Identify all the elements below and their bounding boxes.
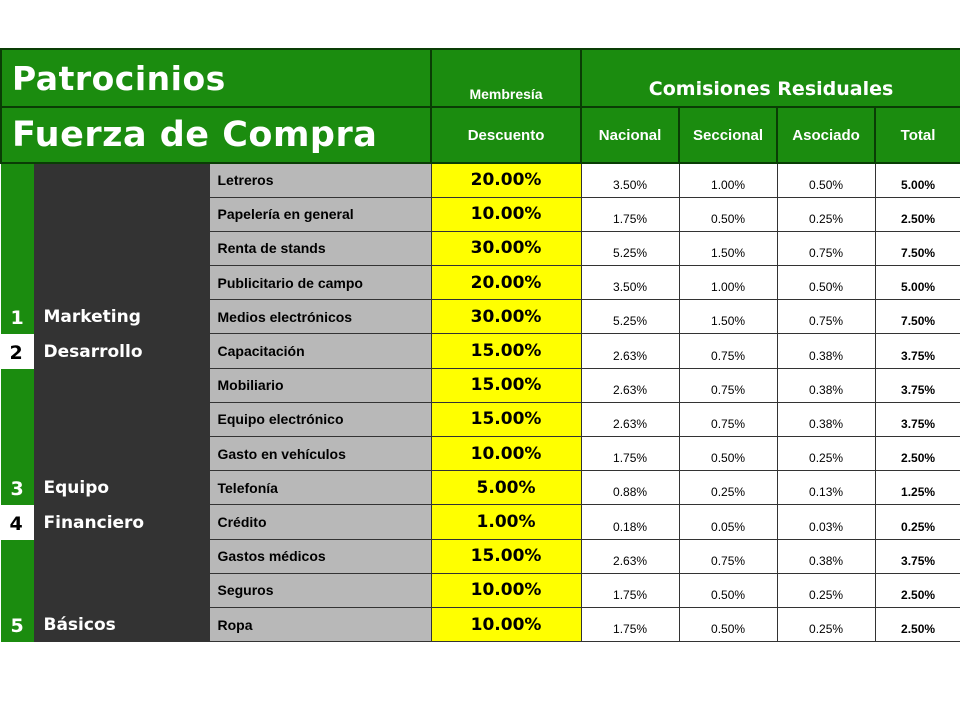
descuento-value: 5.00% (431, 471, 581, 505)
asociado-value: 0.03% (777, 505, 875, 539)
nacional-value: 1.75% (581, 197, 679, 231)
descuento-value: 15.00% (431, 368, 581, 402)
nacional-value: 2.63% (581, 402, 679, 436)
nacional-value: 5.25% (581, 231, 679, 265)
category-name: Financiero (33, 505, 209, 539)
descuento-value: 15.00% (431, 539, 581, 573)
nacional-value: 1.75% (581, 573, 679, 607)
descuento-value: 1.00% (431, 505, 581, 539)
nacional-value: 2.63% (581, 334, 679, 368)
total-value: 2.50% (875, 573, 960, 607)
seccional-value: 1.50% (679, 300, 777, 334)
nacional-value: 3.50% (581, 266, 679, 300)
seccional-value: 0.75% (679, 368, 777, 402)
sponsorship-table-container (0, 48, 960, 642)
seccional-value: 0.50% (679, 197, 777, 231)
header-comisiones-residuales: Comisiones Residuales (581, 49, 960, 107)
item-name: Papelería en general (209, 197, 431, 231)
category-number: 1 (1, 163, 33, 334)
descuento-value: 15.00% (431, 334, 581, 368)
item-name: Capacitación (209, 334, 431, 368)
category-number: 5 (1, 539, 33, 642)
seccional-value: 1.50% (679, 231, 777, 265)
asociado-value: 0.75% (777, 231, 875, 265)
total-value: 7.50% (875, 231, 960, 265)
total-value: 2.50% (875, 437, 960, 471)
total-value: 5.00% (875, 163, 960, 197)
item-name: Publicitario de campo (209, 266, 431, 300)
item-name: Gasto en vehículos (209, 437, 431, 471)
total-value: 3.75% (875, 539, 960, 573)
total-value: 5.00% (875, 266, 960, 300)
category-number: 2 (1, 334, 33, 368)
header-total: Total (875, 107, 960, 163)
seccional-value: 0.25% (679, 471, 777, 505)
descuento-value: 20.00% (431, 266, 581, 300)
asociado-value: 0.25% (777, 573, 875, 607)
total-value: 0.25% (875, 505, 960, 539)
header-descuento: Descuento (431, 107, 581, 163)
nacional-value: 5.25% (581, 300, 679, 334)
title-fuerza-de-compra: Fuerza de Compra (1, 107, 431, 163)
descuento-value: 15.00% (431, 402, 581, 436)
header-membresia: Membresía (431, 49, 581, 107)
nacional-value: 1.75% (581, 607, 679, 641)
descuento-value: 30.00% (431, 300, 581, 334)
header-nacional: Nacional (581, 107, 679, 163)
nacional-value: 2.63% (581, 539, 679, 573)
seccional-value: 0.50% (679, 573, 777, 607)
total-value: 3.75% (875, 368, 960, 402)
item-name: Seguros (209, 573, 431, 607)
item-name: Crédito (209, 505, 431, 539)
asociado-value: 0.13% (777, 471, 875, 505)
asociado-value: 0.50% (777, 266, 875, 300)
seccional-value: 0.75% (679, 539, 777, 573)
asociado-value: 0.25% (777, 607, 875, 641)
descuento-value: 10.00% (431, 607, 581, 641)
asociado-value: 0.38% (777, 334, 875, 368)
descuento-value: 10.00% (431, 437, 581, 471)
total-value: 1.25% (875, 471, 960, 505)
item-name: Equipo electrónico (209, 402, 431, 436)
descuento-value: 30.00% (431, 231, 581, 265)
total-value: 3.75% (875, 402, 960, 436)
table-body (1, 49, 960, 642)
header-row-2 (1, 107, 960, 163)
seccional-value: 1.00% (679, 163, 777, 197)
table-row (1, 368, 960, 402)
asociado-value: 0.25% (777, 437, 875, 471)
seccional-value: 0.50% (679, 437, 777, 471)
nacional-value: 2.63% (581, 368, 679, 402)
header-seccional: Seccional (679, 107, 777, 163)
category-name: Equipo (33, 368, 209, 505)
descuento-value: 20.00% (431, 163, 581, 197)
total-value: 3.75% (875, 334, 960, 368)
item-name: Renta de stands (209, 231, 431, 265)
category-number: 4 (1, 505, 33, 539)
nacional-value: 3.50% (581, 163, 679, 197)
asociado-value: 0.38% (777, 402, 875, 436)
item-name: Telefonía (209, 471, 431, 505)
seccional-value: 0.05% (679, 505, 777, 539)
asociado-value: 0.25% (777, 197, 875, 231)
seccional-value: 0.75% (679, 334, 777, 368)
sponsorship-table (0, 48, 960, 642)
seccional-value: 1.00% (679, 266, 777, 300)
item-name: Letreros (209, 163, 431, 197)
total-value: 7.50% (875, 300, 960, 334)
table-row (1, 539, 960, 573)
total-value: 2.50% (875, 197, 960, 231)
descuento-value: 10.00% (431, 197, 581, 231)
category-name: Desarrollo (33, 334, 209, 368)
asociado-value: 0.38% (777, 539, 875, 573)
table-row (1, 163, 960, 197)
seccional-value: 0.50% (679, 607, 777, 641)
header-row-1 (1, 49, 960, 107)
category-number: 3 (1, 368, 33, 505)
seccional-value: 0.75% (679, 402, 777, 436)
header-asociado: Asociado (777, 107, 875, 163)
item-name: Mobiliario (209, 368, 431, 402)
asociado-value: 0.75% (777, 300, 875, 334)
nacional-value: 0.18% (581, 505, 679, 539)
item-name: Medios electrónicos (209, 300, 431, 334)
nacional-value: 0.88% (581, 471, 679, 505)
asociado-value: 0.38% (777, 368, 875, 402)
descuento-value: 10.00% (431, 573, 581, 607)
item-name: Gastos médicos (209, 539, 431, 573)
category-name: Básicos (33, 539, 209, 642)
item-name: Ropa (209, 607, 431, 641)
title-patrocinios: Patrocinios (1, 49, 431, 107)
table-row (1, 505, 960, 539)
asociado-value: 0.50% (777, 163, 875, 197)
total-value: 2.50% (875, 607, 960, 641)
category-name: Marketing (33, 163, 209, 334)
table-row (1, 334, 960, 368)
nacional-value: 1.75% (581, 437, 679, 471)
